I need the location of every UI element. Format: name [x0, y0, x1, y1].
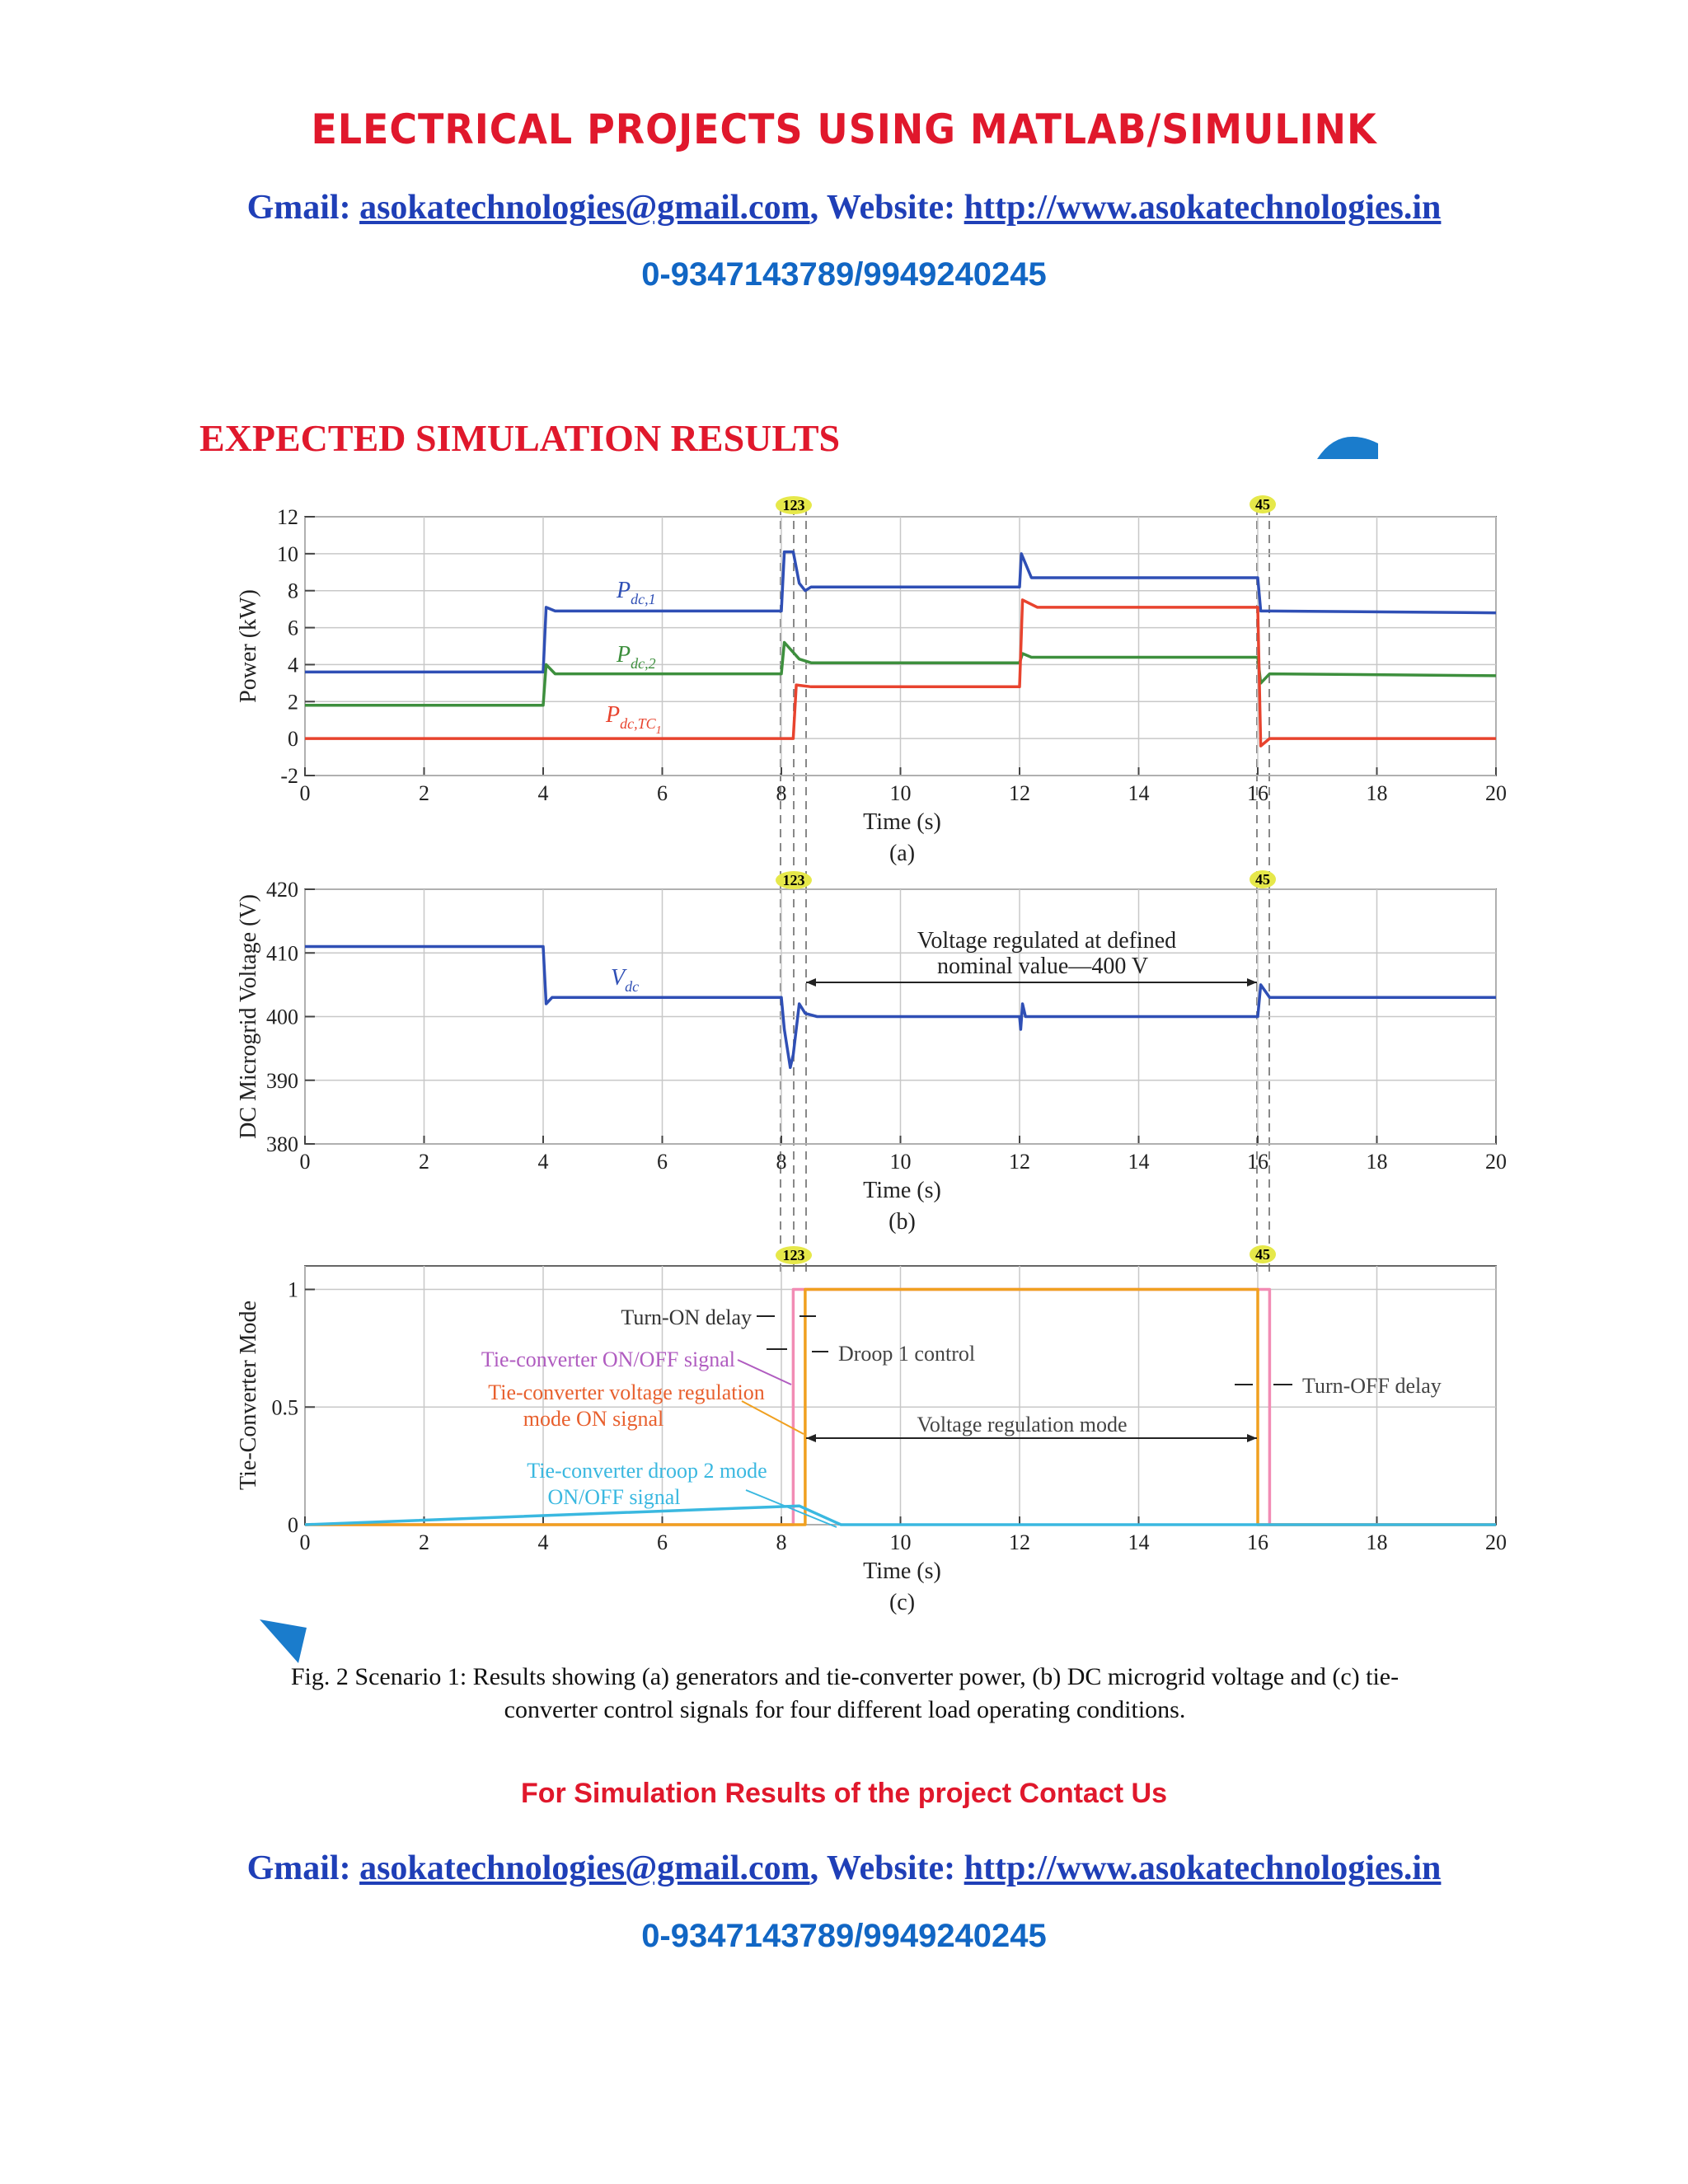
plot-a: [236, 505, 1507, 866]
vreg-annotation-line2: nominal value—400 V: [936, 954, 1149, 979]
vreg-mode-label: Voltage regulation mode: [917, 1413, 1128, 1436]
event-marker-123-c: 123: [782, 1247, 805, 1263]
y-tick-label: 0.5: [271, 1395, 298, 1420]
footer-website-label: , Website:: [809, 1849, 964, 1887]
label-vdc: $V_{dc}$: [611, 965, 640, 995]
y-tick-label: 1: [288, 1277, 298, 1302]
figure-caption: [206, 1661, 1484, 1727]
x-tick-label: 12: [1009, 1530, 1030, 1554]
page-title: ELECTRICAL PROJECTS USING MATLAB/SIMULINK: [311, 105, 1377, 153]
header-phone: 0-9347143789/9949240245: [641, 256, 1047, 293]
x-tick-label: 4: [537, 781, 549, 805]
vreg-annotation-line1: Voltage regulated at defined: [917, 928, 1177, 954]
x-tick-label: 20: [1485, 1150, 1507, 1174]
vreg-signal-label-2: mode ON signal: [523, 1407, 664, 1431]
y-axis-label: Power (kW): [236, 589, 261, 703]
x-tick-label: 0: [299, 1150, 311, 1174]
droop2-label-1: Tie-converter droop 2 mode: [527, 1459, 767, 1483]
x-tick-label: 14: [1128, 1530, 1150, 1554]
footer-gmail-label: Gmail:: [246, 1849, 360, 1887]
x-tick-label: 16: [1247, 781, 1268, 805]
x-tick-label: 0: [299, 1530, 311, 1554]
x-tick-label: 14: [1128, 781, 1150, 805]
footer-website-link[interactable]: http://www.asokatechnologies.in: [964, 1849, 1442, 1887]
x-tick-label: 18: [1366, 1150, 1388, 1174]
x-tick-label: 16: [1247, 1530, 1268, 1554]
website-link[interactable]: http://www.asokatechnologies.in: [964, 189, 1442, 227]
annotations-c: [481, 1305, 1442, 1527]
caption-line-1: Fig. 2 Scenario 1: Results showing (a) generators and tie-converter power, (b) DC microgrid voltage and (c) tie-: [290, 1663, 1400, 1690]
y-tick-label: 2: [288, 690, 298, 715]
x-tick-label: 10: [889, 1150, 912, 1174]
x-tick-label: 0: [299, 781, 311, 805]
x-tick-label: 4: [537, 1530, 549, 1554]
footer-phone: 0-9347143789/9949240245: [641, 1918, 1047, 1954]
x-tick-label: 18: [1366, 781, 1388, 805]
y-tick-label: 12: [277, 505, 298, 529]
x-axis-label: Time (s): [863, 809, 941, 835]
annotations-b: [611, 928, 1257, 995]
turn-off-delay-label: Turn-OFF delay: [1302, 1374, 1442, 1398]
event-marker-45-b: 45: [1255, 871, 1270, 888]
onoff-signal-label: Tie-converter ON/OFF signal: [481, 1347, 735, 1371]
y-axis-label: DC Microgrid Voltage (V): [236, 894, 261, 1139]
subplot-label: (b): [889, 1209, 916, 1235]
y-tick-label: 0: [288, 1513, 298, 1537]
y-tick-label: -2: [280, 764, 298, 788]
y-tick-label: 410: [266, 941, 298, 966]
plot-c: [236, 1266, 1507, 1615]
x-tick-label: 6: [657, 1150, 668, 1174]
caption-line-2: converter control signals for four different load operating conditions.: [504, 1696, 1186, 1723]
event-marker-123-a: 123: [782, 497, 805, 513]
label-pdc1: $P_{dc,1}$: [617, 578, 656, 607]
y-tick-label: 0: [288, 727, 298, 752]
x-axis-label: Time (s): [863, 1178, 941, 1203]
x-tick-label: 4: [537, 1150, 549, 1174]
y-tick-label: 380: [266, 1132, 298, 1156]
x-tick-label: 20: [1485, 781, 1507, 805]
subplot-label: (c): [889, 1590, 916, 1615]
decorative-blob-top: [1317, 437, 1378, 459]
x-tick-label: 6: [657, 1530, 668, 1554]
y-axis-label: Tie-Converter Mode: [236, 1301, 261, 1490]
x-tick-label: 8: [776, 1530, 787, 1554]
x-tick-label: 12: [1009, 1150, 1030, 1174]
x-tick-label: 2: [419, 1530, 429, 1554]
x-tick-label: 20: [1485, 1530, 1507, 1554]
website-label: , Website:: [809, 189, 964, 227]
x-tick-label: 10: [889, 1530, 912, 1554]
label-pdc2: $P_{dc,2}$: [617, 642, 656, 672]
droop2-label-2: ON/OFF signal: [547, 1485, 681, 1509]
plot-b: [236, 878, 1507, 1235]
series-labels-a: [605, 578, 662, 737]
x-tick-label: 8: [776, 781, 787, 805]
footer-contact: [0, 1849, 1688, 1888]
gmail-label: Gmail:: [246, 189, 360, 227]
y-tick-label: 400: [266, 1005, 298, 1029]
label-pdctc1: $P_{dc,TC1}$: [606, 702, 662, 737]
decorative-blob-bottom: [260, 1619, 307, 1663]
subplot-label: (a): [889, 841, 916, 866]
x-tick-label: 14: [1128, 1150, 1150, 1174]
vreg-signal-label-1: Tie-converter voltage regulation: [488, 1380, 765, 1404]
y-tick-label: 390: [266, 1068, 298, 1093]
droop1-label: Droop 1 control: [838, 1342, 976, 1366]
x-axis-label: Time (s): [863, 1558, 941, 1584]
footer-gmail-link[interactable]: asokatechnologies@gmail.com: [359, 1849, 810, 1887]
x-tick-label: 10: [889, 781, 912, 805]
y-tick-label: 8: [288, 579, 298, 603]
turn-on-delay-label: Turn-ON delay: [621, 1305, 752, 1329]
y-tick-label: 10: [277, 541, 298, 566]
y-tick-label: 6: [288, 616, 298, 640]
x-tick-label: 16: [1247, 1150, 1268, 1174]
y-tick-label: 4: [288, 653, 298, 677]
x-tick-label: 18: [1366, 1530, 1388, 1554]
x-tick-label: 8: [776, 1150, 787, 1174]
x-tick-label: 2: [419, 781, 429, 805]
x-tick-label: 12: [1009, 781, 1030, 805]
x-tick-label: 2: [419, 1150, 429, 1174]
section-title: EXPECTED SIMULATION RESULTS: [199, 417, 841, 459]
gmail-link[interactable]: asokatechnologies@gmail.com: [359, 189, 810, 227]
event-marker-45-c: 45: [1255, 1246, 1270, 1263]
event-marker-45-a: 45: [1255, 496, 1270, 513]
event-marker-123-b: 123: [782, 872, 805, 888]
y-tick-label: 420: [266, 878, 298, 902]
x-tick-label: 6: [657, 781, 668, 805]
contact-cta: For Simulation Results of the project Contact Us: [521, 1778, 1167, 1809]
